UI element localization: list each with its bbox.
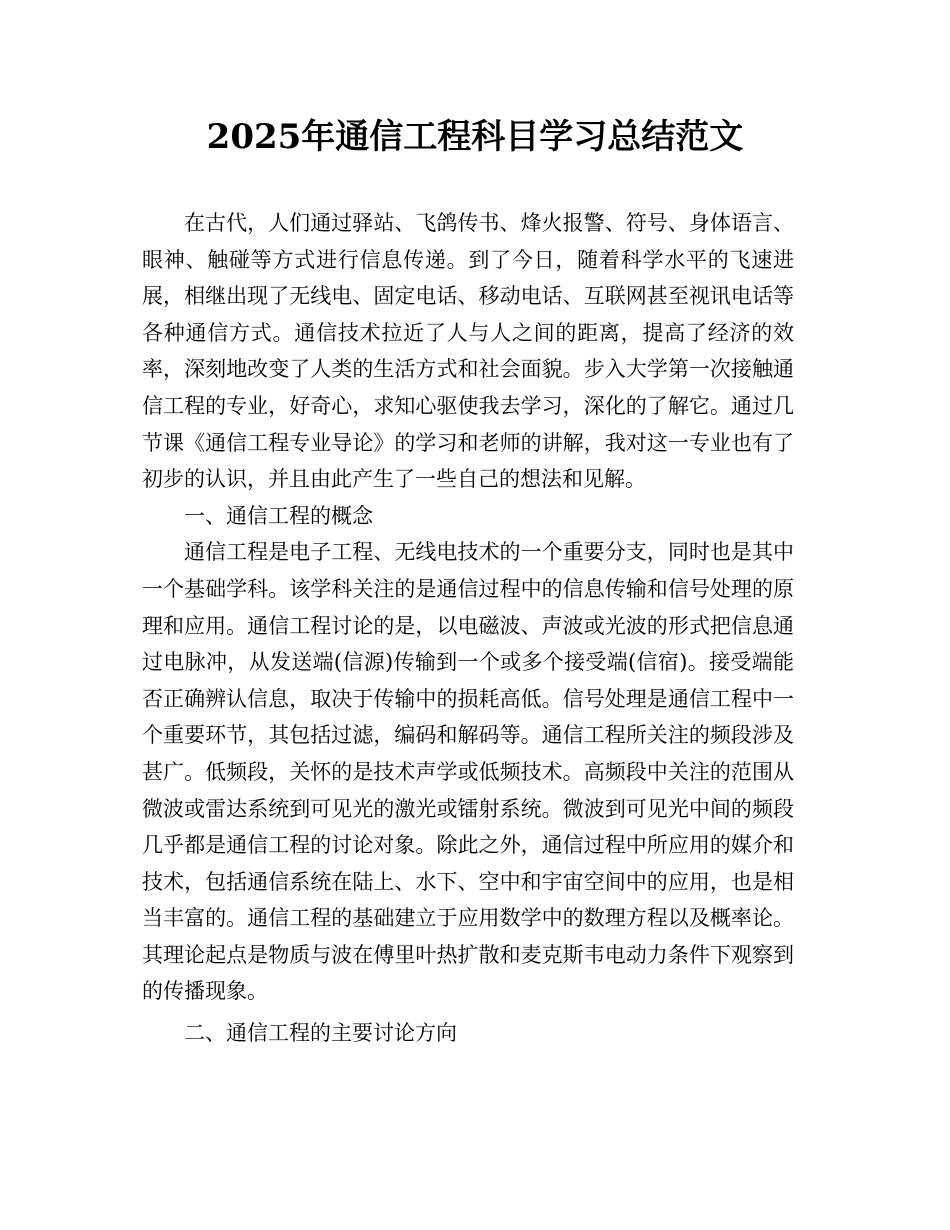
intro-paragraph: 在古代，人们通过驿站、飞鸽传书、烽火报警、符号、身体语言、眼神、触碰等方式进行信息传递。到了今日，随着科学水平的飞速进展，相继出现了无线电、固定电话、移动电话、互联网甚至视讯电话等各种通信方式。通信技术拉近了人与人之间的距离，提高了经济的效率，深刻地改变了人类的生活方式和社会面貌。步入大学第一次接触通信工程的专业，好奇心，求知心驱使我去学习，深化的了解它。通过几节课《通信工程专业导论》的学习和老师的讲解，我对这一专业也有了初步的认识，并且由此产生了一些自己的想法和见解。	[142, 211, 794, 492]
document-title: 2025年通信工程科目学习总结范文	[206, 117, 744, 157]
section-heading-concept: 一、通信工程的概念	[184, 503, 373, 528]
document-body	[142, 205, 794, 1052]
section-heading-research: 二、通信工程的主要讨论方向	[184, 1021, 457, 1046]
concept-paragraph: 通信工程是电子工程、无线电技术的一个重要分支，同时也是其中一个基础学科。该学科关注的是通信过程中的信息传输和信号处理的原理和应用。通信工程讨论的是，以电磁波、声波或光波的形式把信息通过电脉冲，从发送端(信源)传输到一个或多个接受端(信宿)。接受端能否正确辨认信息，取决于传输中的损耗高低。信号处理是通信工程中一个重要环节，其包括过滤，编码和解码等。通信工程所关注的频段涉及甚广。低频段，关怀的是技术声学或低频技术。高频段中关注的范围从微波或雷达系统到可见光的激光或镭射系统。微波到可见光中间的频段几乎都是通信工程的讨论对象。除此之外，通信过程中所应用的媒介和技术，包括通信系统在陆上、水下、空中和宇宙空间中的应用，也是相当丰富的。通信工程的基础建立于应用数学中的数理方程以及概率论。其理论起点是物质与波在傅里叶热扩散和麦克斯韦电动力条件下观察到的传播现象。	[142, 540, 794, 1004]
